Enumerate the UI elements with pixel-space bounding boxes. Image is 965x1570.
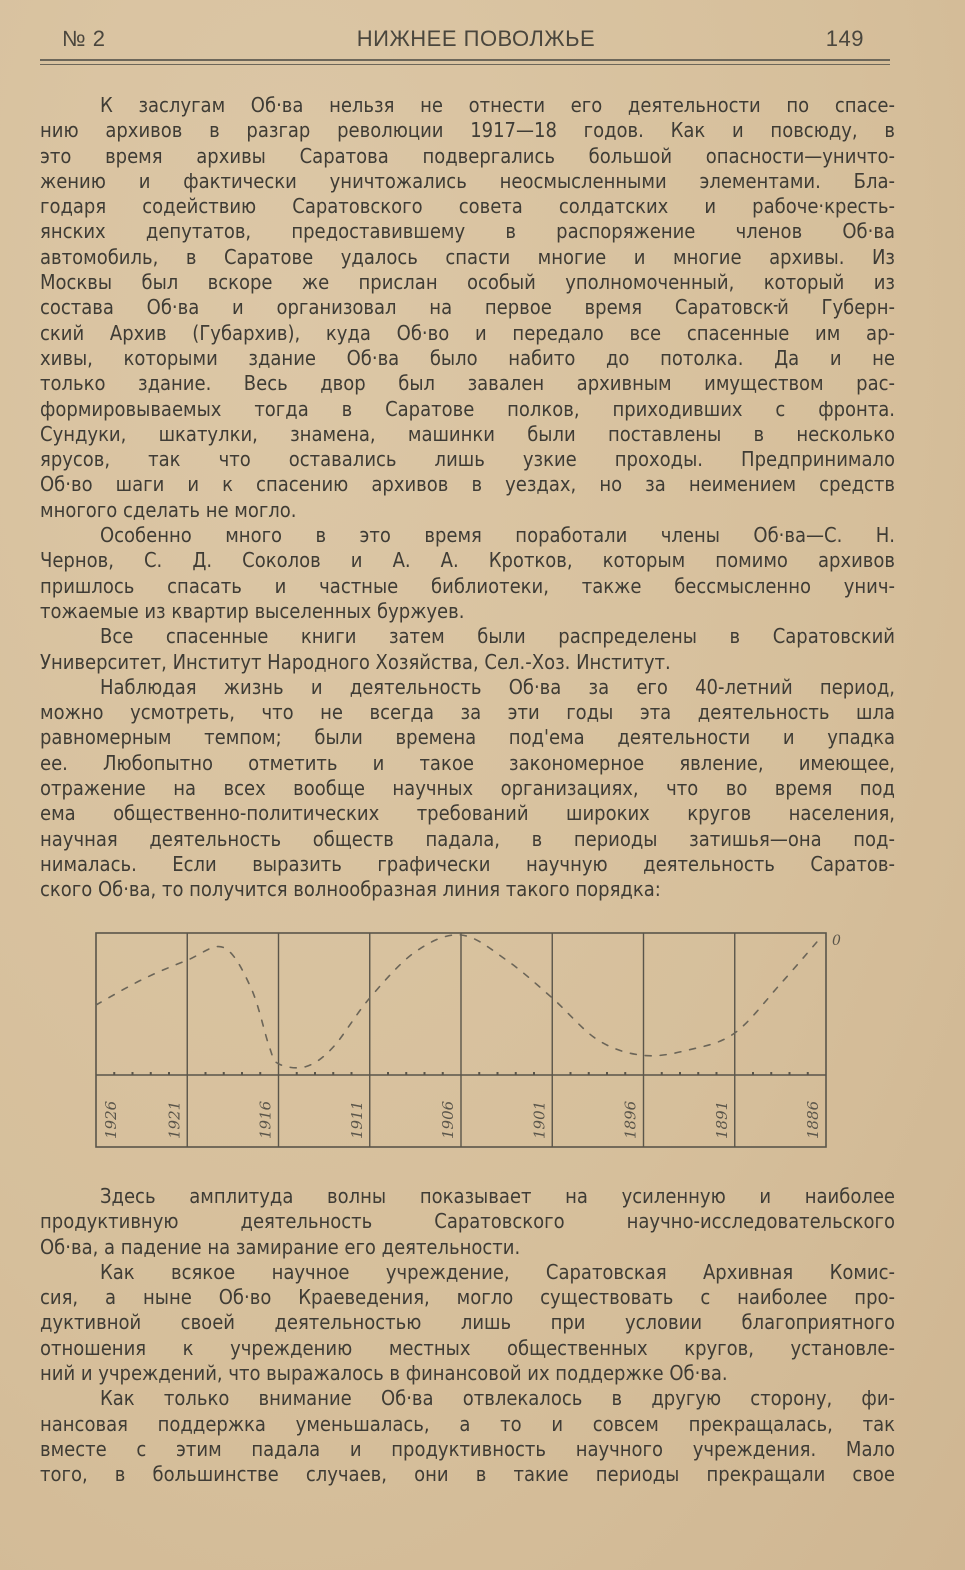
- text-line: ярусов, так что оставались лишь узкие проходы. Предпринимало: [40, 447, 895, 472]
- text-line: Сундуки, шкатулки, знамена, машинки были поставлены в несколько: [40, 421, 895, 446]
- page-number: 149: [825, 26, 864, 51]
- year-label: 1896: [621, 1100, 640, 1139]
- text-line: жению и фактически уничтожались неосмысленными элементами. Бла-: [40, 168, 895, 193]
- text-line: отношения к учреждению местных общественных кругов, установле-: [40, 1335, 895, 1360]
- year-label: 1926: [102, 1100, 120, 1139]
- text-line: продуктивную деятельность Саратовского научно-исследовательского: [40, 1209, 895, 1234]
- text-line: формировываемых тогда в Саратове полков, приходивших с фронта.: [40, 396, 895, 421]
- header-rule-top: [40, 59, 890, 61]
- text-line: годаря содействию Саратовского совета солдатских и рабоче·кресть-: [40, 194, 895, 219]
- year-label: 1916: [256, 1100, 275, 1139]
- text-line: того, в большинстве случаев, они в такие периоды прекращали свое: [40, 1462, 895, 1487]
- text-line: тожаемые из квартир выселенных буржуев.: [40, 598, 465, 623]
- text-line: ема общественно-политических требований широких кругов населения,: [40, 801, 895, 826]
- text-line: ского Об·ва, то получится волнообразная линия такого порядка:: [40, 877, 661, 902]
- text-line: ский Архив (Губархив), куда Об·во и передало все спасенные им ар-: [40, 320, 895, 345]
- body-text-top: [40, 93, 895, 903]
- year-label: 1911: [347, 1100, 366, 1139]
- text-line: Чернов, С. Д. Соколов и А. А. Кротков, которым помимо архивов: [40, 548, 895, 573]
- text-line: нималась. Если выразить графически научную деятельность Саратов-: [40, 851, 895, 876]
- text-line: Наблюдая жизнь и деятельность Об·ва за его 40-летний период,: [100, 674, 895, 699]
- text-line: Как всякое научное учреждение, Саратовская Архивная Комис-: [100, 1259, 895, 1284]
- chart-svg: [88, 920, 858, 1160]
- year-label: 1921: [165, 1100, 184, 1139]
- text-line: Как только внимание Об·ва отвлекалось в другую сторону, фи-: [100, 1386, 895, 1411]
- issue-number: № 2: [62, 26, 106, 51]
- text-line: Москвы был вскоре же прислан особый уполномоченный, который из: [40, 270, 895, 295]
- header-rule-bottom: [40, 64, 890, 65]
- text-line: хивы, которыми здание Об·ва было набито до потолка. Да и не: [40, 345, 895, 370]
- year-label: 1886: [804, 1100, 822, 1139]
- text-line: можно усмотреть, что не всегда за эти годы эта деятельность шла: [40, 700, 895, 725]
- text-line: только здание. Весь двор был завален архивным имуществом рас-: [40, 371, 895, 396]
- text-line: нансовая поддержка уменьшалась, а то и совсем прекращалась, так: [40, 1411, 895, 1436]
- text-line: это время архивы Саратова подвергались большой опасности—уничто-: [40, 143, 895, 168]
- text-line: вместе с этим падала и продуктивность научного учреждения. Мало: [40, 1436, 895, 1461]
- text-line: Об·во шаги и к спасению архивов в уездах, но за неимением средств: [40, 472, 895, 497]
- text-line: Университет, Институт Народного Хозяйства, Сел.-Хоз. Институт.: [40, 649, 671, 674]
- text-line: равномерным темпом; были времена под'ема деятельности и упадка: [40, 725, 895, 750]
- text-line: автомобиль, в Саратове удалось спасти многие и многие архивы. Из: [40, 244, 895, 269]
- text-line: дуктивной своей деятельностью лишь при условии благоприятного: [40, 1310, 895, 1335]
- activity-wave-line: [96, 935, 817, 1068]
- body-text-bottom: [40, 1184, 895, 1488]
- text-line: ее. Любопытно отметить и такое закономерное явление, имеющее,: [40, 750, 895, 775]
- running-header: [62, 22, 890, 56]
- year-label: 1906: [439, 1100, 457, 1139]
- text-line: ний и учреждений, что выражалось в финансовой их поддержке Об·ва.: [40, 1361, 728, 1386]
- text-line: Все спасенные книги затем были распределены в Саратовский: [100, 624, 895, 649]
- text-line: отражение на всех вообще научных организациях, что во время под: [40, 776, 895, 801]
- corner-mark: 0: [832, 933, 841, 949]
- text-line: научная деятельность обществ падала, в периоды затишья—она под-: [40, 826, 895, 851]
- year-label: 1891: [712, 1100, 731, 1139]
- text-line: состава Об·ва и организовал на первое время Саратовск᠊й Губерн-: [40, 295, 895, 320]
- text-line: пришлось спасать и частные библиотеки, также бессмысленно унич-: [40, 573, 895, 598]
- text-line: Здесь амплитуда волны показывает на усиленную и наиболее: [100, 1184, 895, 1208]
- text-line: янских депутатов, предоставившему в распоряжение членов Об·ва: [40, 219, 895, 244]
- text-line: сия, а ныне Об·во Краеведения, могло существовать с наиболее про-: [40, 1285, 895, 1310]
- text-line: Особенно много в это время поработали члены Об·ва—С. Н.: [100, 523, 895, 548]
- text-line: Об·ва, а падение на замирание его деятельности.: [40, 1234, 521, 1259]
- text-line: многого сделать не могло.: [40, 497, 297, 522]
- activity-wave-chart: [88, 920, 858, 1160]
- year-label: 1901: [530, 1100, 549, 1139]
- journal-title: НИЖНЕЕ ПОВОЛЖЬЕ: [356, 26, 596, 51]
- text-line: нию архивов в разгар революции 1917—18 годов. Как и повсюду, в: [40, 118, 895, 143]
- text-line: К заслугам Об·ва нельзя не отнести его деятельности по спасе-: [100, 93, 895, 117]
